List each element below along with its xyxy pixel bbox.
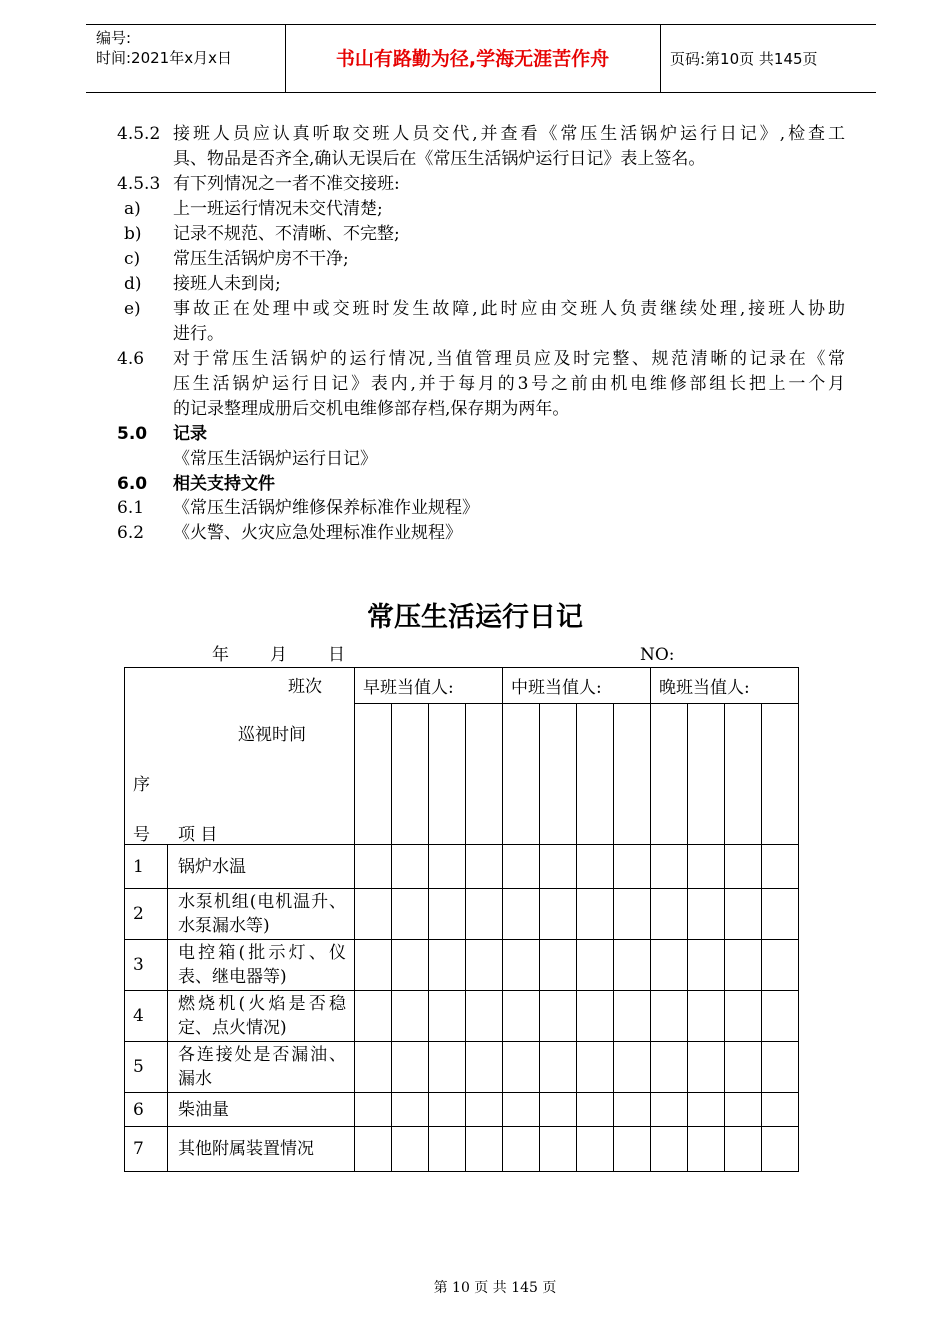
list-label: d) bbox=[124, 274, 142, 294]
list-text: 常压生活锅炉房不干净; bbox=[173, 249, 349, 269]
time-label: 时间:2021年x月x日 bbox=[96, 49, 232, 67]
entry-cell[interactable] bbox=[392, 1093, 429, 1127]
entry-cell[interactable] bbox=[762, 1093, 799, 1127]
entry-cell[interactable] bbox=[614, 1042, 651, 1093]
time-cell[interactable] bbox=[688, 704, 725, 845]
row-seq: 6 bbox=[125, 1093, 168, 1127]
section-title: 记录 bbox=[173, 424, 207, 444]
entry-cell[interactable] bbox=[577, 991, 614, 1042]
seq-label-bottom: 号 bbox=[133, 825, 150, 845]
entry-cell[interactable] bbox=[392, 991, 429, 1042]
entry-cell[interactable] bbox=[540, 845, 577, 889]
entry-cell[interactable] bbox=[577, 1093, 614, 1127]
no-label: NO: bbox=[640, 645, 675, 665]
clause-text: 的记录整理成册后交机电维修部存档,保存期为两年。 bbox=[173, 399, 570, 419]
time-cell[interactable] bbox=[503, 704, 540, 845]
entry-cell[interactable] bbox=[429, 940, 466, 991]
clause-text: 对于常压生活锅炉的运行情况,当值管理员应及时完整、规范清晰的记录在《常 bbox=[173, 349, 845, 369]
list-label: c) bbox=[124, 249, 141, 269]
row-item: 柴油量 bbox=[168, 1093, 355, 1127]
entry-cell[interactable] bbox=[577, 845, 614, 889]
entry-cell[interactable] bbox=[355, 845, 392, 889]
entry-cell[interactable] bbox=[725, 991, 762, 1042]
row-seq: 5 bbox=[125, 1042, 168, 1093]
clause-number: 4.6 bbox=[117, 349, 145, 369]
entry-cell[interactable] bbox=[392, 1127, 429, 1172]
entry-cell[interactable] bbox=[614, 940, 651, 991]
section-number: 5.0 bbox=[117, 424, 148, 444]
entry-cell[interactable] bbox=[392, 889, 429, 940]
entry-cell[interactable] bbox=[725, 940, 762, 991]
entry-cell[interactable] bbox=[540, 1093, 577, 1127]
entry-cell[interactable] bbox=[355, 1093, 392, 1127]
entry-cell[interactable] bbox=[651, 1042, 688, 1093]
row-seq: 1 bbox=[125, 845, 168, 889]
entry-cell[interactable] bbox=[392, 845, 429, 889]
entry-cell[interactable] bbox=[429, 1093, 466, 1127]
row-seq: 2 bbox=[125, 889, 168, 940]
time-cell[interactable] bbox=[614, 704, 651, 845]
month-label: 月 bbox=[270, 645, 287, 665]
entry-cell[interactable] bbox=[540, 991, 577, 1042]
item-label: 项 目 bbox=[178, 825, 218, 845]
row-seq: 4 bbox=[125, 991, 168, 1042]
list-text: 上一班运行情况未交代清楚; bbox=[173, 199, 383, 219]
clause-text: 接班人员应认真听取交班人员交代,并查看《常压生活锅炉运行日记》,检查工 bbox=[173, 124, 845, 144]
row-item: 电控箱(批示灯、仪表、继电器等) bbox=[168, 940, 355, 991]
list-text: 接班人未到岗; bbox=[173, 274, 281, 294]
row-seq: 3 bbox=[125, 940, 168, 991]
entry-cell[interactable] bbox=[651, 1127, 688, 1172]
table-row bbox=[125, 1093, 799, 1127]
entry-cell[interactable] bbox=[577, 940, 614, 991]
entry-cell[interactable] bbox=[651, 940, 688, 991]
entry-cell[interactable] bbox=[614, 889, 651, 940]
entry-cell[interactable] bbox=[355, 940, 392, 991]
entry-cell[interactable] bbox=[651, 991, 688, 1042]
section-number: 6.0 bbox=[117, 474, 148, 494]
entry-cell[interactable] bbox=[614, 1093, 651, 1127]
time-cell[interactable] bbox=[466, 704, 503, 845]
entry-cell[interactable] bbox=[503, 940, 540, 991]
entry-cell[interactable] bbox=[503, 991, 540, 1042]
table-row bbox=[125, 1127, 799, 1172]
clause-text: 具、物品是否齐全,确认无误后在《常压生活锅炉运行日记》表上签名。 bbox=[173, 149, 706, 169]
entry-cell[interactable] bbox=[466, 1093, 503, 1127]
table-row bbox=[125, 940, 799, 991]
entry-cell[interactable] bbox=[577, 889, 614, 940]
entry-cell[interactable] bbox=[503, 1127, 540, 1172]
entry-cell[interactable] bbox=[429, 1127, 466, 1172]
entry-cell[interactable] bbox=[762, 1127, 799, 1172]
header-meta bbox=[96, 28, 232, 68]
shift-header-row bbox=[125, 668, 799, 704]
clause-text: 《常压生活锅炉维修保养标准作业规程》 bbox=[173, 498, 479, 518]
record-name: 《常压生活锅炉运行日记》 bbox=[173, 449, 377, 469]
entry-cell[interactable] bbox=[355, 1127, 392, 1172]
clause-number: 4.5.3 bbox=[117, 174, 161, 194]
entry-cell[interactable] bbox=[762, 889, 799, 940]
entry-cell[interactable] bbox=[651, 845, 688, 889]
middle-shift-cell[interactable]: 中班当值人: bbox=[503, 668, 651, 704]
time-cell[interactable] bbox=[651, 704, 688, 845]
list-label: a) bbox=[124, 199, 141, 219]
time-cell[interactable] bbox=[392, 704, 429, 845]
entry-cell[interactable] bbox=[540, 889, 577, 940]
row-item: 各连接处是否漏油、漏水 bbox=[168, 1042, 355, 1093]
entry-cell[interactable] bbox=[466, 1127, 503, 1172]
entry-cell[interactable] bbox=[466, 991, 503, 1042]
year-label: 年 bbox=[212, 645, 229, 665]
entry-cell[interactable] bbox=[577, 1042, 614, 1093]
row-item: 其他附属装置情况 bbox=[168, 1127, 355, 1172]
form-title: 常压生活运行日记 bbox=[367, 602, 583, 633]
entry-cell[interactable] bbox=[503, 845, 540, 889]
entry-cell[interactable] bbox=[762, 940, 799, 991]
table-row bbox=[125, 889, 799, 940]
table-row bbox=[125, 991, 799, 1042]
entry-cell[interactable] bbox=[503, 1093, 540, 1127]
section-title: 相关支持文件 bbox=[173, 474, 275, 494]
log-table bbox=[124, 667, 799, 1172]
clause-number: 6.2 bbox=[117, 523, 145, 543]
entry-cell[interactable] bbox=[429, 845, 466, 889]
list-text: 记录不规范、不清晰、不完整; bbox=[173, 224, 400, 244]
entry-cell[interactable] bbox=[429, 991, 466, 1042]
table-row bbox=[125, 845, 799, 889]
entry-cell[interactable] bbox=[392, 1042, 429, 1093]
entry-cell[interactable] bbox=[614, 845, 651, 889]
time-cell[interactable] bbox=[429, 704, 466, 845]
time-cell[interactable] bbox=[540, 704, 577, 845]
time-cell[interactable] bbox=[725, 704, 762, 845]
entry-cell[interactable] bbox=[762, 845, 799, 889]
header-corner-cell bbox=[125, 668, 355, 845]
entry-cell[interactable] bbox=[466, 889, 503, 940]
entry-cell[interactable] bbox=[540, 1127, 577, 1172]
entry-cell[interactable] bbox=[540, 940, 577, 991]
entry-cell[interactable] bbox=[355, 1042, 392, 1093]
serial-label: 编号: bbox=[96, 29, 132, 47]
entry-cell[interactable] bbox=[725, 1042, 762, 1093]
entry-cell[interactable] bbox=[688, 991, 725, 1042]
clause-number: 6.1 bbox=[117, 498, 145, 518]
header-bottom-rule bbox=[86, 92, 876, 93]
page-footer: 第 10 页 共 145 页 bbox=[433, 1280, 557, 1296]
entry-cell[interactable] bbox=[429, 889, 466, 940]
entry-cell[interactable] bbox=[651, 1093, 688, 1127]
entry-cell[interactable] bbox=[355, 991, 392, 1042]
clause-text: 有下列情况之一者不准交接班: bbox=[173, 174, 400, 194]
entry-cell[interactable] bbox=[540, 1042, 577, 1093]
entry-cell[interactable] bbox=[688, 889, 725, 940]
entry-cell[interactable] bbox=[688, 1127, 725, 1172]
entry-cell[interactable] bbox=[725, 1127, 762, 1172]
entry-cell[interactable] bbox=[762, 991, 799, 1042]
entry-cell[interactable] bbox=[651, 889, 688, 940]
seq-label-top: 序 bbox=[133, 775, 150, 795]
entry-cell[interactable] bbox=[503, 889, 540, 940]
clause-text: 压生活锅炉运行日记》表内,并于每月的3号之前由机电维修部组长把上一个月 bbox=[173, 374, 845, 394]
entry-cell[interactable] bbox=[503, 1042, 540, 1093]
header-top-rule bbox=[86, 24, 876, 25]
entry-cell[interactable] bbox=[429, 1042, 466, 1093]
morning-shift-cell[interactable]: 早班当值人: bbox=[355, 668, 503, 704]
entry-cell[interactable] bbox=[614, 991, 651, 1042]
time-cell[interactable] bbox=[577, 704, 614, 845]
entry-cell[interactable] bbox=[466, 845, 503, 889]
list-label: e) bbox=[124, 299, 141, 319]
row-seq: 7 bbox=[125, 1127, 168, 1172]
entry-cell[interactable] bbox=[355, 889, 392, 940]
entry-cell[interactable] bbox=[725, 845, 762, 889]
entry-cell[interactable] bbox=[466, 940, 503, 991]
row-item: 燃烧机(火焰是否稳定、点火情况) bbox=[168, 991, 355, 1042]
entry-cell[interactable] bbox=[392, 940, 429, 991]
list-text: 事故正在处理中或交班时发生故障,此时应由交班人负责继续处理,接班人协助 bbox=[173, 299, 845, 319]
row-item: 水泵机组(电机温升、水泵漏水等) bbox=[168, 889, 355, 940]
row-item: 锅炉水温 bbox=[168, 845, 355, 889]
header-divider-right bbox=[660, 24, 661, 92]
entry-cell[interactable] bbox=[688, 940, 725, 991]
table-row bbox=[125, 1042, 799, 1093]
list-label: b) bbox=[124, 224, 142, 244]
clause-text: 《火警、火灾应急处理标准作业规程》 bbox=[173, 523, 462, 543]
entry-cell[interactable] bbox=[614, 1127, 651, 1172]
entry-cell[interactable] bbox=[762, 1042, 799, 1093]
entry-cell[interactable] bbox=[577, 1127, 614, 1172]
shift-label: 班次 bbox=[288, 677, 322, 697]
clause-number: 4.5.2 bbox=[117, 124, 161, 144]
day-label: 日 bbox=[328, 645, 345, 665]
entry-cell[interactable] bbox=[725, 1093, 762, 1127]
header-motto: 书山有路勤为径,学海无涯苦作舟 bbox=[335, 48, 610, 70]
evening-shift-cell[interactable]: 晚班当值人: bbox=[651, 668, 799, 704]
header-page-info: 页码:第10页 共145页 bbox=[670, 50, 818, 68]
time-cell[interactable] bbox=[762, 704, 799, 845]
time-cell[interactable] bbox=[355, 704, 392, 845]
entry-cell[interactable] bbox=[725, 889, 762, 940]
entry-cell[interactable] bbox=[688, 845, 725, 889]
entry-cell[interactable] bbox=[688, 1093, 725, 1127]
entry-cell[interactable] bbox=[688, 1042, 725, 1093]
entry-cell[interactable] bbox=[466, 1042, 503, 1093]
patrol-time-label: 巡视时间 bbox=[238, 725, 306, 745]
list-text-cont: 进行。 bbox=[173, 324, 224, 344]
